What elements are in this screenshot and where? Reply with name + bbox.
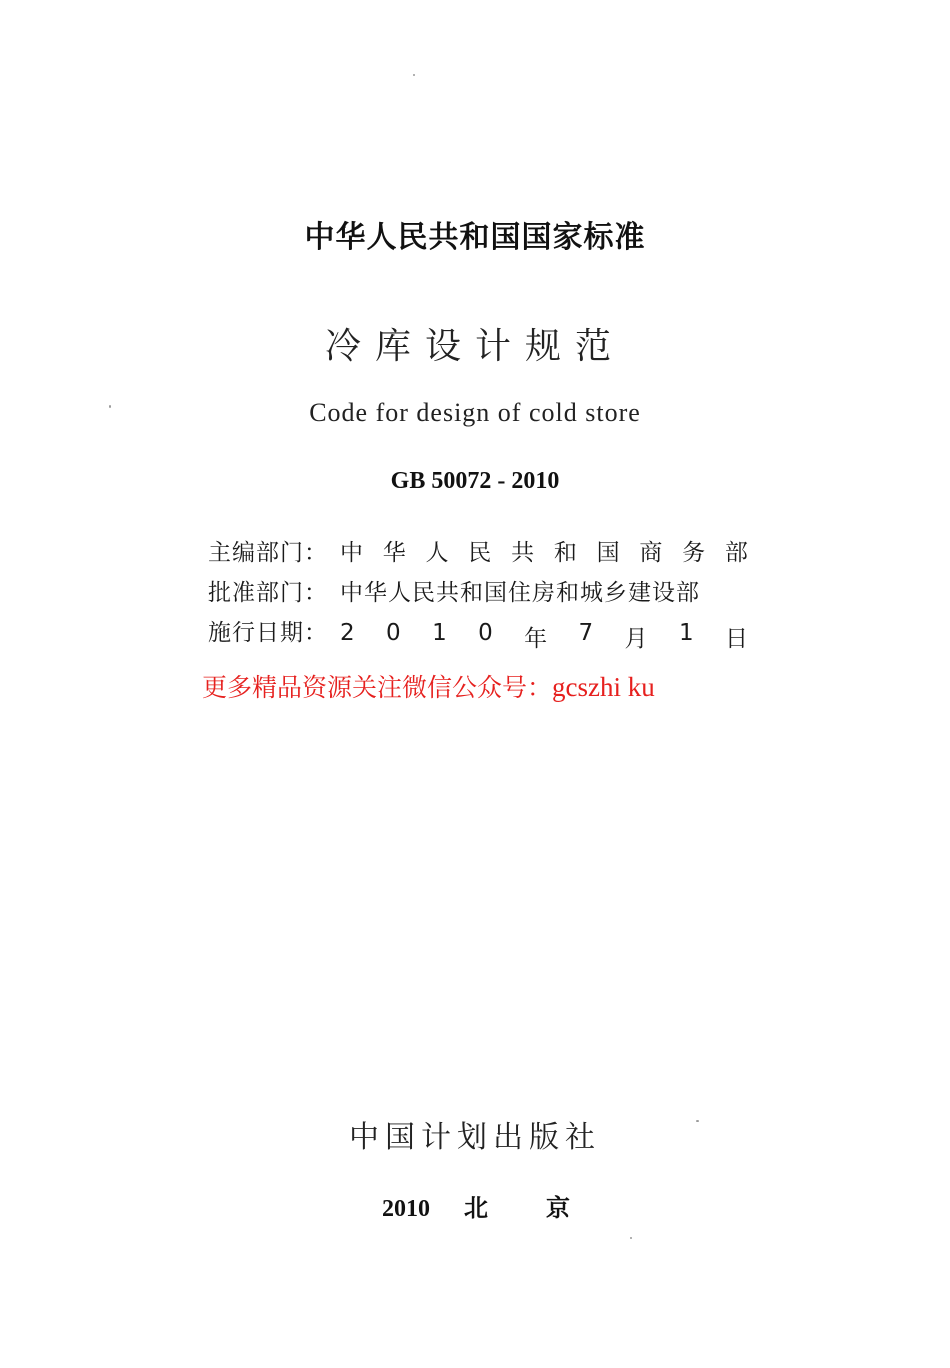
editor-char: 共 — [511, 540, 535, 566]
standard-series-heading: 中华人民共和国国家标准 — [304, 220, 646, 255]
date-char: 年 — [524, 626, 548, 652]
effective-date-row — [208, 614, 748, 654]
editor-value — [340, 534, 748, 567]
editor-char: 国 — [596, 540, 620, 566]
publication-year: 2010 — [382, 1196, 430, 1222]
editor-char: 民 — [468, 540, 492, 566]
scan-speck — [413, 74, 415, 76]
editor-char: 中 — [340, 540, 363, 566]
editor-char: 商 — [639, 540, 663, 566]
metadata-block — [208, 534, 748, 654]
date-char: 7 — [578, 620, 594, 646]
promo-watermark-line — [202, 668, 655, 704]
editor-char: 华 — [382, 540, 406, 566]
approver-label: 批准部门： — [208, 580, 328, 606]
standard-number: GB 50072 - 2010 — [390, 468, 560, 494]
chinese-title: 冷库设计规范 — [324, 326, 625, 367]
approver-row — [208, 574, 748, 614]
approver-value: 中华人民共和国住房和城乡建设部 — [340, 580, 700, 606]
effective-date-label: 施行日期： — [208, 620, 328, 646]
publication-city-part2: 京 — [546, 1194, 570, 1222]
scan-speck — [630, 1237, 632, 1239]
promo-text: 更多精品资源关注微信公众号： — [202, 673, 553, 702]
editor-char: 部 — [724, 540, 748, 566]
publication-line — [382, 1188, 570, 1223]
promo-handle: gcszhi ku — [552, 672, 655, 702]
editor-row — [208, 534, 748, 574]
editor-char: 和 — [553, 540, 577, 566]
date-char: 0 — [386, 620, 401, 646]
effective-date-value — [340, 620, 748, 653]
editor-char: 人 — [425, 540, 449, 566]
english-title: Code for design of cold store — [309, 398, 641, 427]
editor-char: 务 — [682, 540, 706, 566]
editor-label: 主编部门： — [208, 540, 328, 566]
date-char: 1 — [678, 620, 694, 646]
date-char: 月 — [624, 626, 648, 652]
date-char: 日 — [724, 626, 748, 652]
date-char: 2 — [340, 620, 355, 646]
date-char: 0 — [478, 620, 493, 646]
publisher-name: 中国计划出版社 — [349, 1120, 601, 1155]
publication-city-part1: 北 — [464, 1194, 488, 1222]
date-char: 1 — [432, 620, 447, 646]
